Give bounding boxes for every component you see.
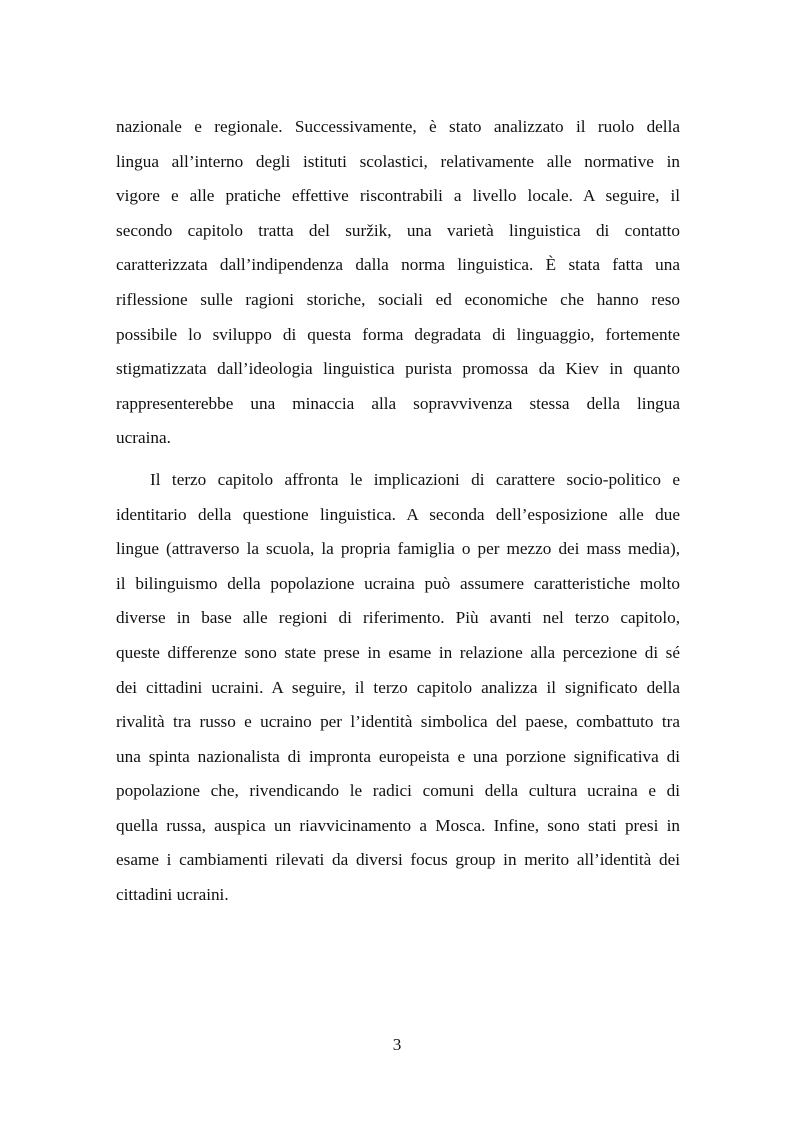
text-line: dei cittadini ucraini. A seguire, il terzo capitolo analizza il significato della xyxy=(116,677,680,697)
text-line: esame i cambiamenti rilevati da diversi focus group in merito all’identità dei xyxy=(116,850,680,870)
text-line: popolazione che, rivendicando le radici comuni della cultura ucraina e di xyxy=(116,781,680,801)
text-line: vigore e alle pratiche effettive riscontrabili a livello locale. A seguire, il xyxy=(116,186,680,206)
text-line: il bilinguismo della popolazione ucraina può assumere caratteristiche molto xyxy=(116,573,680,593)
text-line: queste differenze sono state prese in esame in relazione alla percezione di sé xyxy=(116,642,680,662)
page-number: 3 xyxy=(392,1035,402,1054)
text-line: lingua all’interno degli istituti scolastici, relativamente alle normative in xyxy=(116,151,680,171)
text-line: lingue (attraverso la scuola, la propria famiglia o per mezzo dei mass media), xyxy=(116,539,680,559)
text-line: rappresenterebbe una minaccia alla sopravvivenza stessa della lingua xyxy=(116,393,680,413)
text-line: identitario della questione linguistica. A seconda dell’esposizione alle due xyxy=(116,504,680,524)
text-line: secondo capitolo tratta del suržik, una varietà linguistica di contatto xyxy=(116,220,680,240)
text-line: stigmatizzata dall’ideologia linguistica purista promossa da Kiev in quanto xyxy=(116,359,680,379)
text-line: ucraina. xyxy=(116,428,171,448)
text-line: riflessione sulle ragioni storiche, sociali ed economiche che hanno reso xyxy=(116,289,680,309)
text-line: una spinta nazionalista di impronta europeista e una porzione significativa di xyxy=(116,746,680,766)
text-line: cittadini ucraini. xyxy=(116,885,229,905)
text-line: diverse in base alle regioni di riferimento. Più avanti nel terzo capitolo, xyxy=(116,608,680,628)
text-line: caratterizzata dall’indipendenza dalla norma linguistica. È stata fatta una xyxy=(116,255,680,275)
text-line: rivalità tra russo e ucraino per l’identità simbolica del paese, combattuto tra xyxy=(116,712,680,732)
text-line: quella russa, auspica un riavvicinamento a Mosca. Infine, sono stati presi in xyxy=(116,815,680,835)
text-line: possibile lo sviluppo di questa forma degradata di linguaggio, fortemente xyxy=(116,324,680,344)
paragraph-1 xyxy=(116,110,680,456)
paragraph-2 xyxy=(116,463,680,913)
body-text xyxy=(116,110,680,913)
text-line: nazionale e regionale. Successivamente, è stato analizzato il ruolo della xyxy=(116,117,680,136)
text-line: Il terzo capitolo affronta le implicazioni di carattere socio-politico e xyxy=(150,469,680,489)
